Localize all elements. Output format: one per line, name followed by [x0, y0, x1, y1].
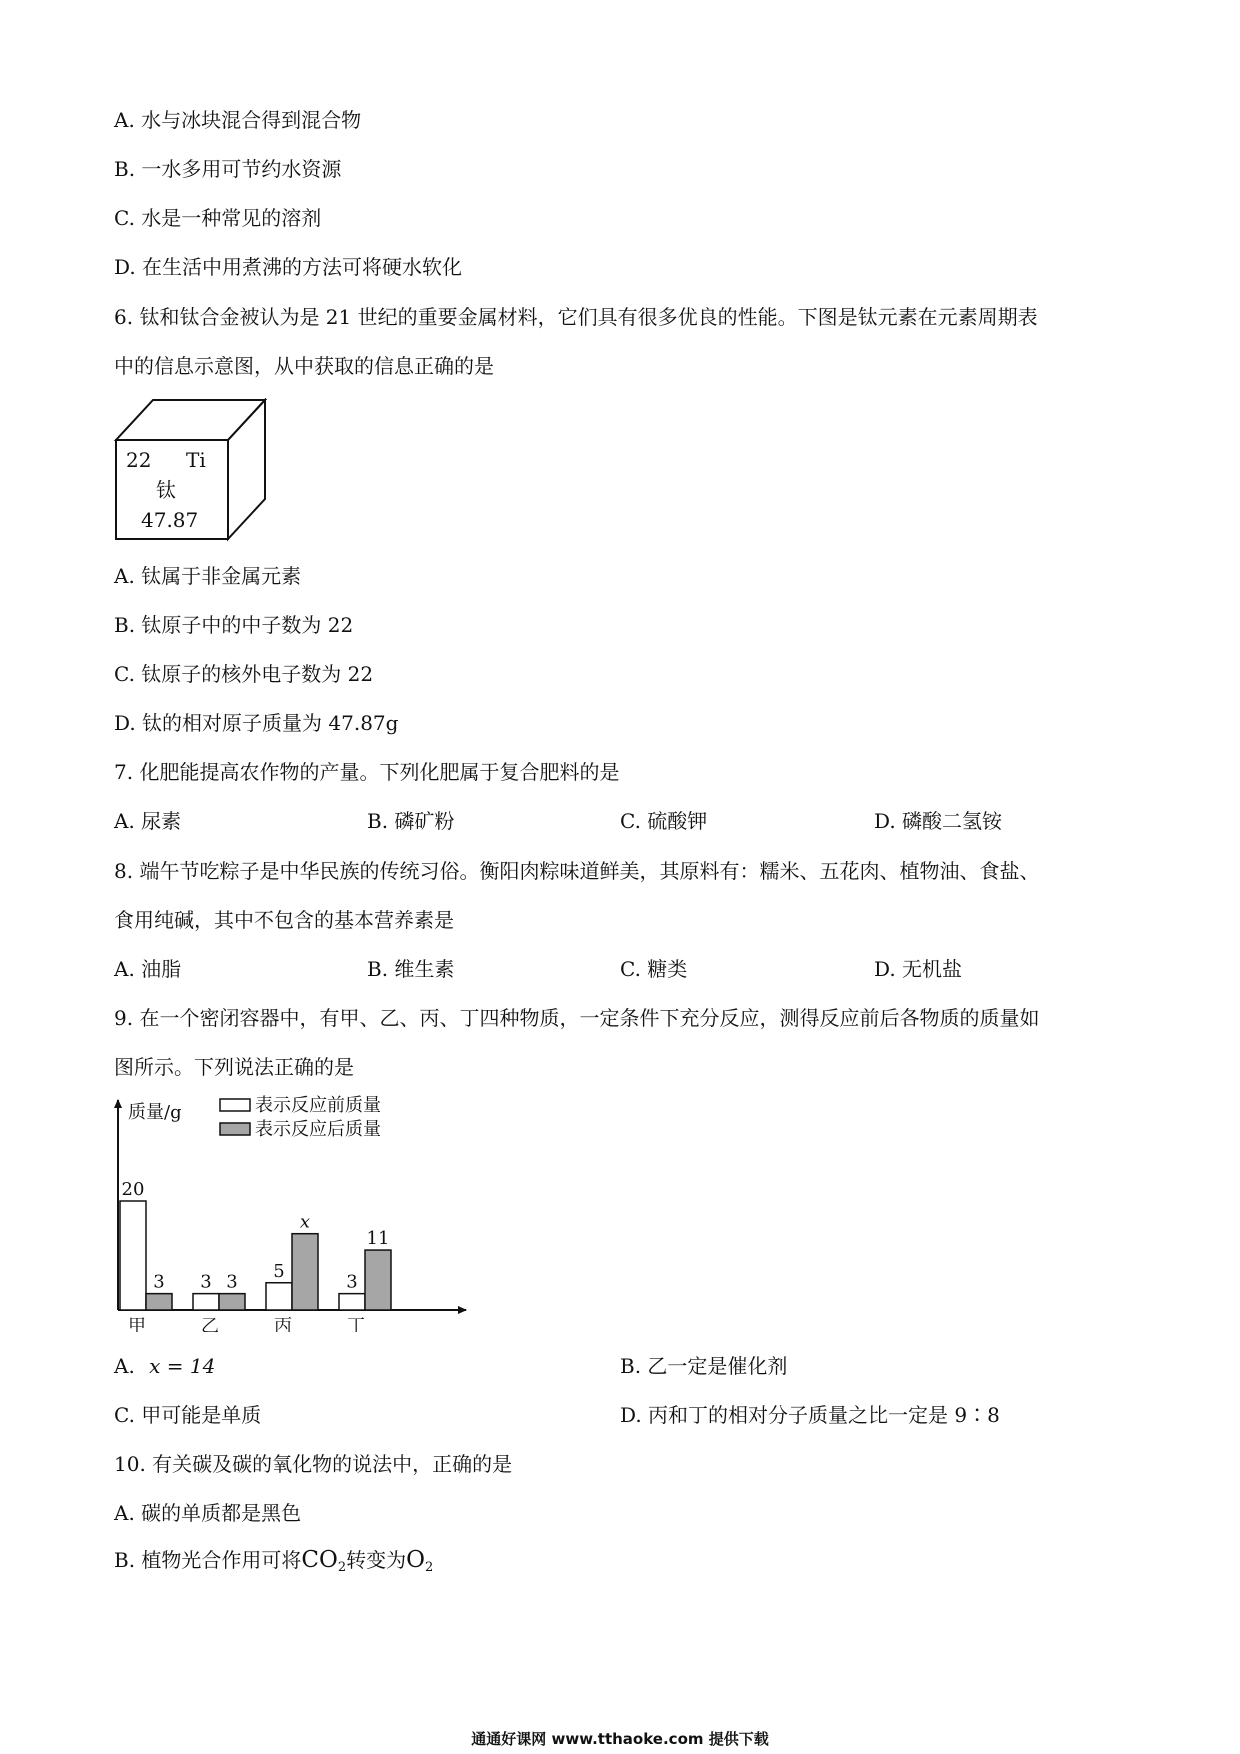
q9-option-a-prefix: A.: [114, 1354, 135, 1378]
q7-option-b: B. 磷矿粉: [367, 809, 455, 833]
element-name: 钛: [156, 478, 176, 502]
q8-stem-line2: 食用纯碱，其中不包含的基本营养素是: [114, 908, 454, 932]
element-atomic-mass: 47.87: [141, 508, 199, 532]
bar-1-1: [219, 1294, 245, 1310]
co2-formula-subscript: 2: [337, 1560, 347, 1575]
q9-option-d: D. 丙和丁的相对分子质量之比一定是 9∶8: [620, 1403, 1000, 1427]
q5-option-a: A. 水与冰块混合得到混合物: [114, 108, 362, 132]
category-label-2: 丙: [274, 1316, 292, 1332]
q8-stem-line1: 8. 端午节吃粽子是中华民族的传统习俗。衡阳肉粽味道鲜美，其原料有：糯米、五花肉、植物油、食盐、: [114, 859, 1040, 883]
q8-option-d: D. 无机盐: [874, 957, 963, 981]
q6-stem-line2: 中的信息示意图，从中获取的信息正确的是: [114, 354, 494, 378]
q7-option-c: C. 硫酸钾: [620, 809, 708, 833]
co2-formula-base: CO: [301, 1547, 338, 1573]
q10-stem: 10. 有关碳及碳的氧化物的说法中，正确的是: [114, 1452, 513, 1476]
q7-option-a: A. 尿素: [114, 809, 182, 833]
q10-option-b-mid: 转变为: [346, 1548, 407, 1572]
q6-stem-line1: 6. 钛和钛合金被认为是 21 世纪的重要金属材料，它们具有很多优良的性能。下图是钛元素在元素周期表: [114, 305, 1038, 329]
bar-label-0-0: 20: [121, 1179, 145, 1200]
q10-option-a: A. 碳的单质都是黑色: [114, 1501, 302, 1525]
legend-swatch-0: [220, 1099, 250, 1111]
bar-0-0: [120, 1201, 146, 1310]
q8-option-a: A. 油脂: [114, 957, 182, 981]
q8-option-b: B. 维生素: [367, 957, 455, 981]
bar-0-1: [146, 1294, 172, 1310]
legend-swatch-1: [220, 1123, 250, 1135]
mass-bar-chart: [100, 1092, 480, 1332]
element-symbol: Ti: [186, 448, 206, 472]
q9-option-a-expr: x = 14: [149, 1354, 216, 1378]
category-label-1: 乙: [201, 1316, 219, 1332]
legend-label-0: 表示反应前质量: [255, 1095, 381, 1116]
bar-label-2-0: 5: [273, 1260, 285, 1282]
co2-formula: [301, 1547, 346, 1573]
bar-2-0: [266, 1283, 292, 1310]
q10-option-b-prefix: B. 植物光合作用可将: [114, 1548, 302, 1572]
bar-label-3-1: 11: [366, 1228, 390, 1250]
category-label-0: 甲: [128, 1316, 146, 1332]
bar-1-0: [193, 1294, 219, 1310]
o2-formula: [406, 1547, 433, 1573]
mass-bar-chart-svg: [100, 1092, 480, 1332]
q6-option-a: A. 钛属于非金属元素: [114, 564, 302, 588]
q9-option-a: [114, 1352, 215, 1380]
element-cube: [114, 398, 274, 543]
q5-option-b: B. 一水多用可节约水资源: [114, 157, 342, 181]
q6-option-b: B. 钛原子中的中子数为 22: [114, 613, 354, 637]
q5-option-d: D. 在生活中用煮沸的方法可将硬水软化: [114, 255, 463, 279]
y-axis-label: 质量/g: [128, 1102, 182, 1123]
q9-stem-line2: 图所示。下列说法正确的是: [114, 1055, 354, 1079]
q5-option-c: C. 水是一种常见的溶剂: [114, 206, 322, 230]
bar-label-2-1: x: [299, 1211, 311, 1233]
q9-option-b: B. 乙一定是催化剂: [620, 1354, 788, 1378]
q8-option-c: C. 糖类: [620, 957, 688, 981]
q9-option-c: C. 甲可能是单质: [114, 1403, 262, 1427]
bar-3-0: [339, 1294, 365, 1310]
page-footer: 通通好课网 www.tthaoke.com 提供下载: [471, 1730, 769, 1748]
q6-option-d: D. 钛的相对原子质量为 47.87g: [114, 711, 399, 735]
q7-stem: 7. 化肥能提高农作物的产量。下列化肥属于复合肥料的是: [114, 760, 620, 784]
o2-formula-base: O: [406, 1547, 426, 1573]
q10-option-b: [114, 1546, 433, 1582]
legend-label-1: 表示反应后质量: [255, 1119, 381, 1140]
bar-2-1: [292, 1234, 318, 1310]
bar-label-1-1: 3: [226, 1271, 238, 1293]
q9-stem-line1: 9. 在一个密闭容器中，有甲、乙、丙、丁四种物质，一定条件下充分反应，测得反应前后各物质的质量如: [114, 1006, 1040, 1030]
chart-legend: [220, 1095, 381, 1140]
bar-label-0-1: 3: [153, 1271, 165, 1293]
bar-3-1: [365, 1250, 391, 1310]
q6-option-c: C. 钛原子的核外电子数为 22: [114, 662, 374, 686]
category-label-3: 丁: [347, 1316, 365, 1332]
bar-label-3-0: 3: [346, 1271, 358, 1293]
bar-label-1-0: 3: [200, 1271, 212, 1293]
o2-formula-subscript: 2: [425, 1560, 434, 1575]
q7-option-d: D. 磷酸二氢铵: [874, 809, 1003, 833]
element-atomic-number: 22: [126, 448, 152, 472]
